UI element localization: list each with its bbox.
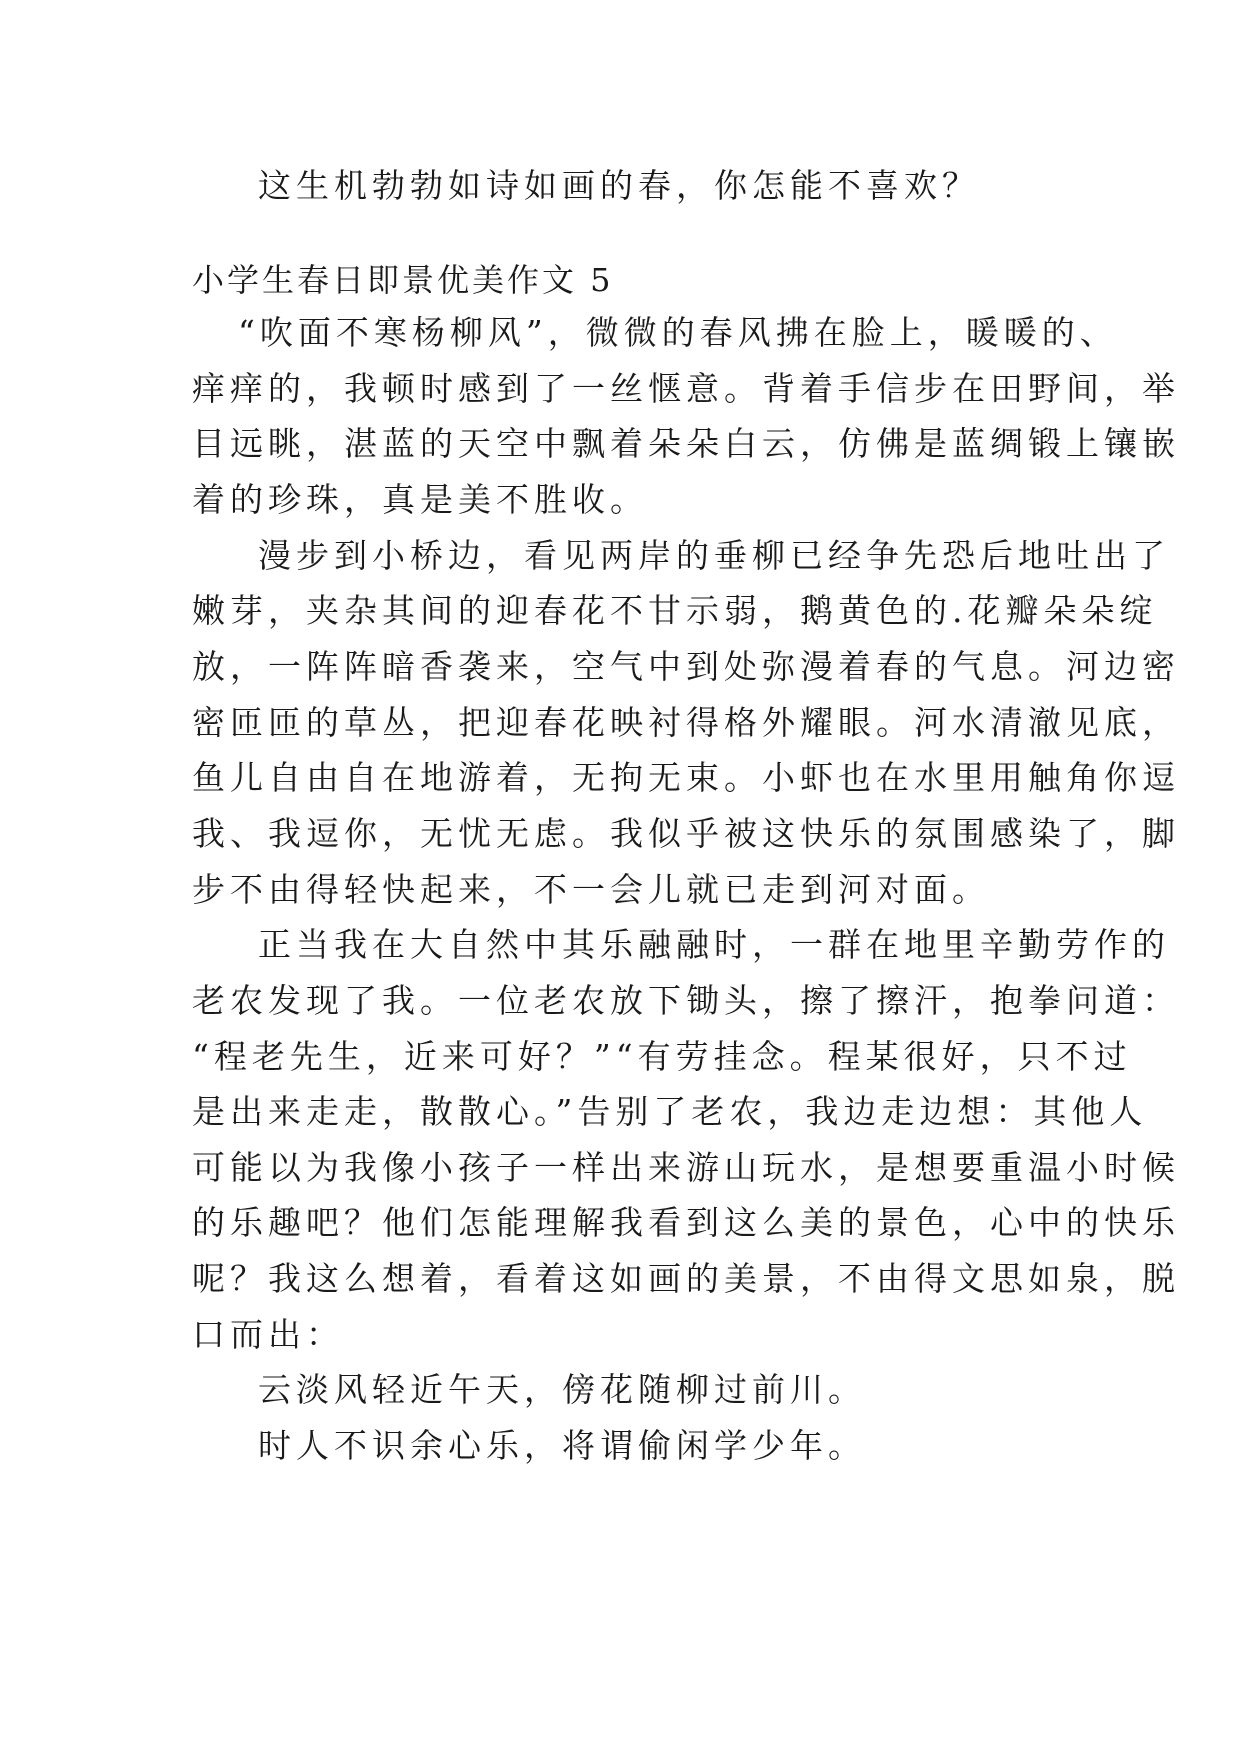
paragraph-line: 口而出： bbox=[192, 1315, 344, 1354]
paragraph-line: 可能以为我像小孩子一样出来游山玩水，是想要重温小时候 bbox=[192, 1148, 1180, 1187]
paragraph-line: 是出来走走，散散心。”告别了老农，我边走边想：其他人 bbox=[192, 1092, 1148, 1131]
paragraph-line: 着的珍珠，真是美不胜收。 bbox=[192, 480, 648, 519]
intro-line: 这生机勃勃如诗如画的春，你怎能不喜欢？ bbox=[258, 166, 980, 205]
paragraph-line: 老农发现了我。一位老农放下锄头，擦了擦汗，抱拳问道： bbox=[192, 981, 1180, 1020]
paragraph-line: 的乐趣吧？他们怎能理解我看到这么美的景色，心中的快乐 bbox=[192, 1203, 1180, 1242]
paragraph-line: 密匝匝的草丛，把迎春花映衬得格外耀眼。河水清澈见底， bbox=[192, 703, 1180, 742]
paragraph-line: “程老先生，近来可好？”“有劳挂念。程某很好，只不过 bbox=[192, 1037, 1132, 1076]
paragraph-line: 步不由得轻快起来，不一会儿就已走到河对面。 bbox=[192, 870, 990, 909]
poem-line: 云淡风轻近午天，傍花随柳过前川。 bbox=[258, 1370, 866, 1409]
paragraph-line: 正当我在大自然中其乐融融时，一群在地里辛勤劳作的 bbox=[258, 925, 1170, 964]
paragraph-line: 目远眺，湛蓝的天空中飘着朵朵白云，仿佛是蓝绸锻上镶嵌 bbox=[192, 424, 1180, 463]
paragraph-line: 放，一阵阵暗香袭来，空气中到处弥漫着春的气息。河边密 bbox=[192, 647, 1180, 686]
paragraph-line: 鱼儿自由自在地游着，无拘无束。小虾也在水里用触角你逗 bbox=[192, 758, 1180, 797]
paragraph-line: 嫩芽，夹杂其间的迎春花不甘示弱，鹅黄色的.花瓣朵朵绽 bbox=[192, 591, 1158, 630]
paragraph-line: 漫步到小桥边，看见两岸的垂柳已经争先恐后地吐出了 bbox=[258, 536, 1170, 575]
paragraph-line: “吹面不寒杨柳风”，微微的春风拂在脸上，暖暖的、 bbox=[238, 313, 1118, 352]
poem-line: 时人不识余心乐，将谓偷闲学少年。 bbox=[258, 1426, 866, 1465]
paragraph-line: 我、我逗你，无忧无虑。我似乎被这快乐的氛围感染了，脚 bbox=[192, 814, 1180, 853]
section-heading: 小学生春日即景优美作文 5 bbox=[192, 261, 614, 299]
paragraph-line: 痒痒的，我顿时感到了一丝惬意。背着手信步在田野间，举 bbox=[192, 369, 1180, 408]
paragraph-line: 呢？我这么想着，看着这如画的美景，不由得文思如泉，脱 bbox=[192, 1259, 1180, 1298]
